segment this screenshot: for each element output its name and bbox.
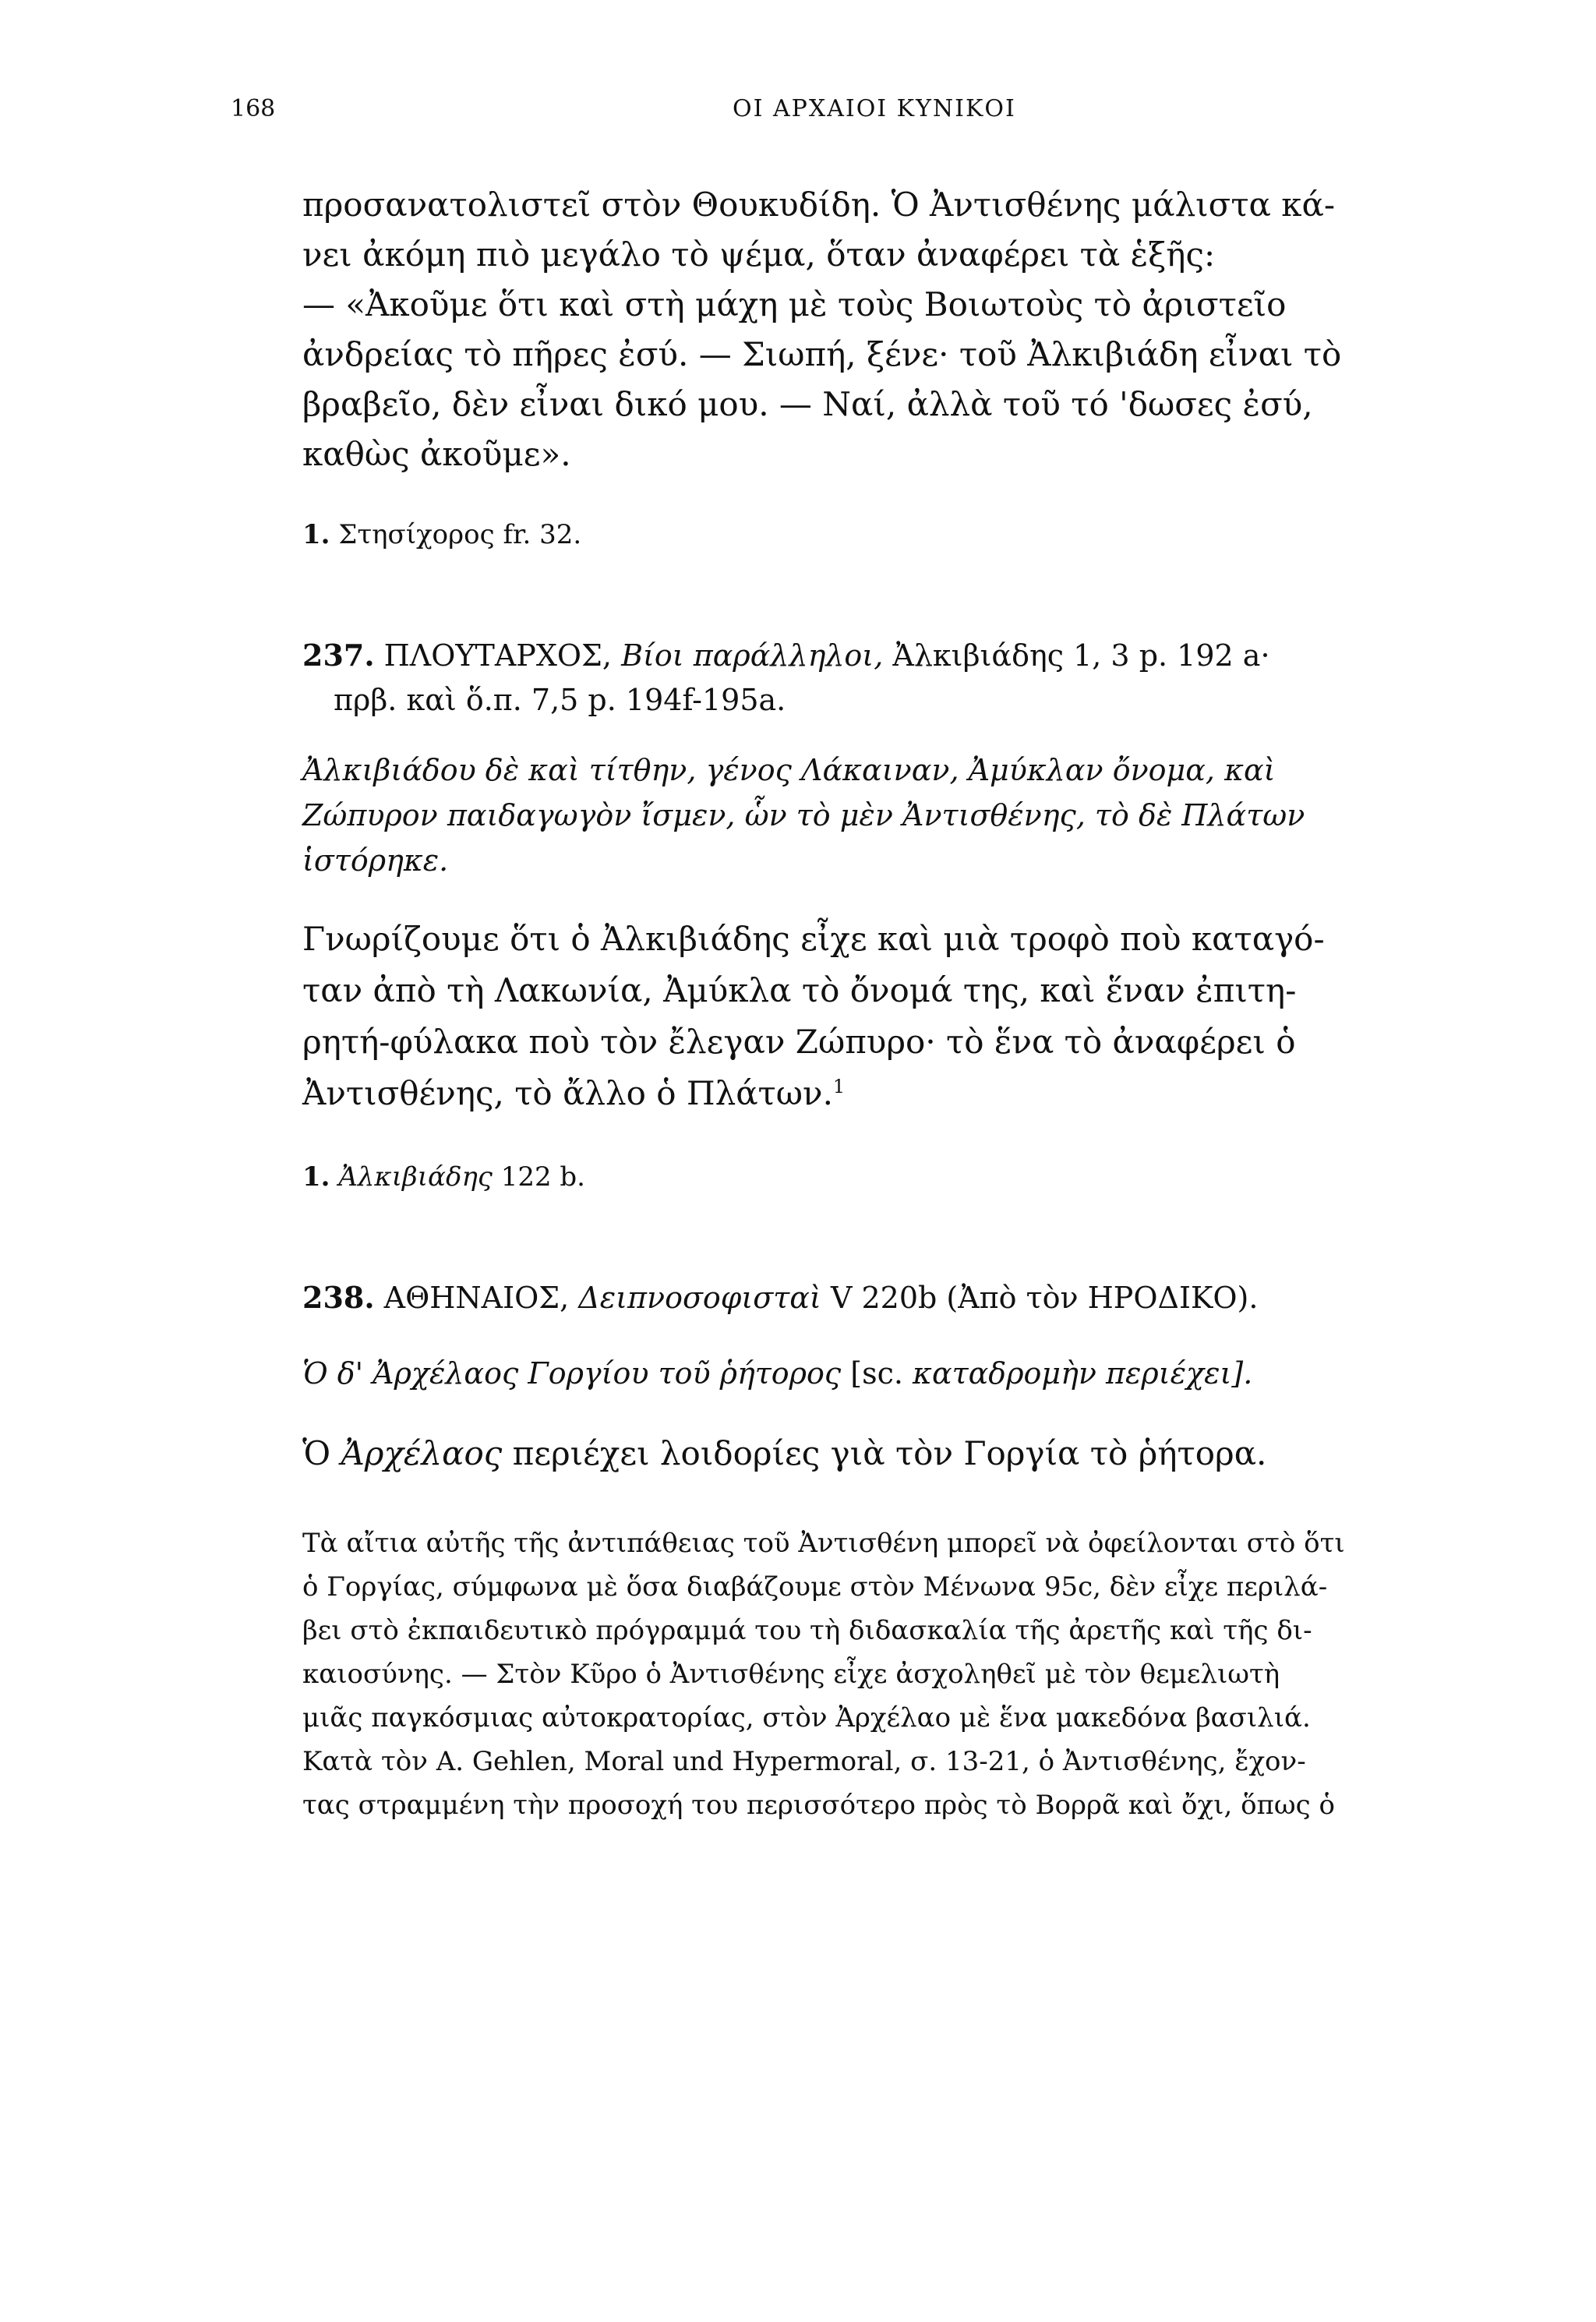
commentary-line: ὁ Γοργίας, σύμφωνα μὲ ὅσα διαβάζουμε στὸν Μένωνα 95c, δὲν εἶχε περιλά-	[302, 1571, 1328, 1603]
translation-line: Γνωρίζουμε ὅτι ὁ Ἀλκιβιάδης εἶχε καὶ μιὰ τροφὸ ποὺ καταγό-	[302, 920, 1325, 958]
section-heading	[302, 638, 1270, 673]
section-number: 238.	[302, 1280, 375, 1315]
text-line: — «Ἀκοῦμε ὅτι καὶ στὴ μάχη μὲ τοὺς Βοιωτοὺς τὸ ἀριστεῖο	[302, 285, 1287, 323]
greek-source-line: ἱστόρηκε.	[302, 843, 449, 878]
footnote-work: Ἀλκιβιάδης	[338, 1161, 493, 1193]
heading-author: ΑΘΗΝΑΙΟΣ,	[383, 1281, 570, 1315]
translation-text: Ἀρχέλαος	[341, 1434, 503, 1472]
commentary-line: καιοσύνης. — Στὸν Κῦρο ὁ Ἀντισθένης εἶχε ἀσχοληθεῖ μὲ τὸν θεμελιωτὴ	[302, 1659, 1280, 1690]
greek-text: καταδρομὴν περιέχει].	[913, 1356, 1253, 1391]
text-line: ἀνδρείας τὸ πῆρες ἐσύ. — Σιωπή, ξένε· τοῦ Ἀλκιβιάδη εἶναι τὸ	[302, 335, 1342, 373]
translation-text: Ἀντισθένης, τὸ ἄλλο ὁ Πλάτων.	[302, 1074, 833, 1112]
commentary-line: Τὰ αἴτια αὐτῆς τῆς ἀντιπάθειας τοῦ Ἀντισθένη μπορεῖ νὰ ὀφείλονται στὸ ὅτι	[302, 1528, 1345, 1559]
footnote	[302, 519, 581, 550]
heading-reference-line: πρβ. καὶ ὅ.π. 7,5 p. 194f-195a.	[334, 683, 786, 717]
footnote	[302, 1161, 585, 1193]
section-number: 237.	[302, 638, 375, 673]
text-line: νει ἀκόμη πιὸ μεγάλο τὸ ψέμα, ὅταν ἀναφέρει τὰ ἑξῆς:	[302, 235, 1216, 274]
text-line: καθὼς ἀκοῦμε».	[302, 435, 571, 473]
footnote-text: Στησίχορος fr. 32.	[338, 519, 582, 550]
translation-text: περιέχει λοιδορίες γιὰ τὸν Γοργία τὸ ῥήτορα.	[512, 1434, 1267, 1472]
translation-line	[302, 1074, 845, 1112]
footnote-marker: 1	[832, 1076, 846, 1097]
page-number: 168	[231, 95, 276, 122]
footnote-text: 122 b.	[500, 1161, 585, 1193]
commentary-line: Κατὰ τὸν A. Gehlen, Moral und Hypermoral, σ. 13-21, ὁ Ἀντισθένης, ἔχον-	[302, 1746, 1306, 1777]
heading-work: Δειπνοσοφισταὶ	[578, 1281, 821, 1315]
greek-text: Ὁ δ' Ἀρχέλαος Γοργίου τοῦ ῥήτορος	[302, 1356, 842, 1391]
greek-source-line	[302, 1356, 1252, 1391]
translation-line	[302, 1434, 1266, 1472]
commentary-line: βει στὸ ἐκπαιδευτικὸ πρόγραμμά του τὴ διδασκαλία τῆς ἀρετῆς καὶ τῆς δι-	[302, 1615, 1312, 1646]
section-heading	[302, 1280, 1258, 1315]
heading-work: Βίοι παράλληλοι,	[621, 638, 884, 673]
translation-line: ρητή-φύλακα ποὺ τὸν ἔλεγαν Ζώπυρο· τὸ ἕνα τὸ ἀναφέρει ὁ	[302, 1023, 1296, 1061]
greek-source-line: Ἀλκιβιάδου δὲ καὶ τίτθην, γένος Λάκαιναν, Ἀμύκλαν ὄνομα, καὶ	[302, 753, 1276, 787]
greek-source-line: Ζώπυρον παιδαγωγὸν ἴσμεν, ὧν τὸ μὲν Ἀντισθένης, τὸ δὲ Πλάτων	[302, 798, 1305, 832]
commentary-line: τας στραμμένη τὴν προσοχή του περισσότερο πρὸς τὸ Βορρᾶ καὶ ὄχι, ὅπως ὁ	[302, 1790, 1335, 1821]
footnote-number: 1.	[302, 519, 330, 550]
translation-line: ταν ἀπὸ τὴ Λακωνία, Ἀμύκλα τὸ ὄνομά της, καὶ ἕναν ἐπιτη-	[302, 971, 1297, 1009]
footnote-number: 1.	[302, 1161, 330, 1193]
commentary-line: μιᾶς παγκόσμιας αὐτοκρατορίας, στὸν Ἀρχέλαο μὲ ἕνα μακεδόνα βασιλιά.	[302, 1702, 1311, 1734]
running-header: ΟΙ ΑΡΧΑΙΟΙ ΚΥΝΙΚΟΙ	[733, 95, 1016, 122]
text-line: προσανατολιστεῖ στὸν Θουκυδίδη. Ὁ Ἀντισθένης μάλιστα κά-	[302, 186, 1336, 224]
text-line: βραβεῖο, δὲν εἶναι δικό μου. — Ναί, ἀλλὰ τοῦ τό 'δωσες ἐσύ,	[302, 385, 1313, 423]
greek-text: [sc.	[850, 1356, 903, 1391]
translation-text: Ὁ	[302, 1434, 331, 1472]
heading-reference: Ἀλκιβιάδης 1, 3 p. 192 a·	[892, 638, 1270, 673]
heading-reference: V 220b (Ἀπὸ τὸν ΗΡΟΔΙΚΟ).	[830, 1281, 1259, 1315]
heading-author: ΠΛΟΥΤΑΡΧΟΣ,	[383, 638, 612, 673]
